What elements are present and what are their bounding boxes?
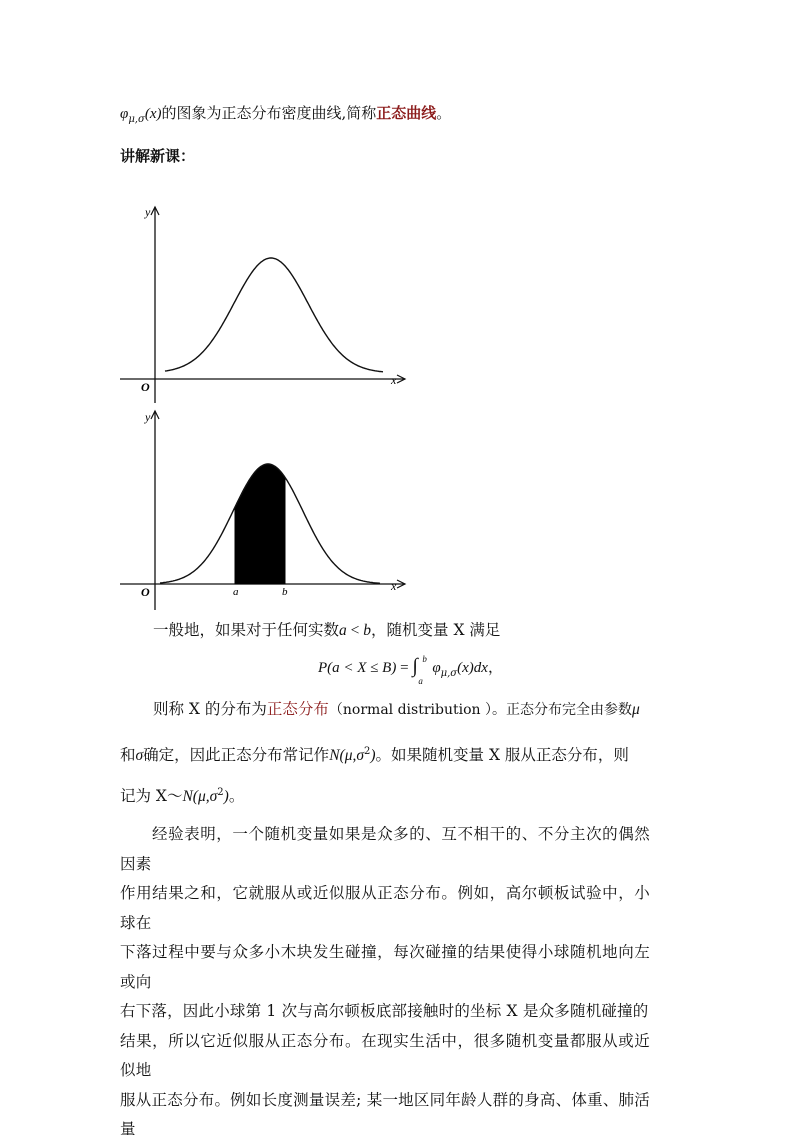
intro-line [120, 103, 451, 130]
normal-density-curve [165, 258, 383, 372]
p2-text-c: 确定，因此正态分布常记作 [143, 746, 330, 764]
p2-line1 [153, 699, 640, 720]
integral [412, 654, 432, 686]
p2-text-d: 。如果随机变量 X 服从正态分布，则 [375, 746, 629, 764]
p2-line3 [120, 783, 244, 807]
notation-close: ) [370, 747, 376, 764]
probability-formula [318, 656, 503, 684]
p3-line: 作用结果之和，它就服从或近似服从正态分布。例如，高尔顿板试验中，小球在 [120, 884, 650, 932]
x-axis-label: x [391, 579, 397, 593]
definition-text-2: ，随机变量 X 满足 [371, 621, 501, 639]
var-a: a [339, 622, 347, 639]
p2-text-a: 则称 X 的分布为 [153, 700, 267, 718]
shaded-probability-region [235, 464, 285, 584]
section-heading: 讲解新课： [120, 147, 196, 165]
formula-rest: (x)dx [457, 660, 488, 676]
normal-notation: N(μ,σ [329, 747, 364, 764]
definition-text-1: 一般地，如果对于任何实数 [153, 621, 340, 639]
p3-line: 右下落，因此小球第 1 次与高尔顿板底部接触时的坐标 X 是众多随机碰撞的 [120, 1002, 649, 1020]
definition-intro [153, 620, 500, 641]
phi-argument: (x) [144, 106, 162, 122]
p3-paragraph [120, 820, 650, 1145]
p2-text-e: 记为 X～ [120, 787, 183, 805]
bell-curve-figure [115, 195, 415, 410]
phi-subscript: μ,σ [128, 114, 145, 125]
var-b: b [363, 622, 372, 639]
origin-label: O [141, 380, 150, 394]
formula-equals: = [396, 660, 413, 676]
normal-notation-2: N(μ,σ [182, 788, 218, 805]
notation-square-2: 2 [217, 787, 224, 798]
notation-square: 2 [364, 746, 371, 757]
y-axis-label: y [145, 410, 151, 424]
formula-event: (a < X ≤ B) [327, 660, 397, 676]
p3-line: 结果，所以它近似服从正态分布。在现实生活中，很多随机变量都服从或近似地 [120, 1031, 650, 1079]
x-axis-label: x [391, 373, 397, 387]
integral-sign: ∫ [412, 655, 418, 677]
mu-symbol: μ [632, 701, 640, 718]
p2-text-f: 。 [228, 787, 245, 805]
intro-text: 的图象为正态分布密度曲线,简称 [161, 104, 377, 122]
p3-line: 经验表明，一个随机变量如果是众多的、互不相干的、不分主次的偶然因素 [120, 825, 650, 873]
p2-text-b: （normal distribution ）。正态分布完全由参数 [328, 702, 632, 718]
p3-line: 服从正态分布。例如长度测量误差; 某一地区同年龄人群的身高、体重、肺活量 [120, 1090, 650, 1138]
phi-symbol: φ [120, 106, 129, 122]
formula-phi-sub: μ,σ [440, 668, 458, 679]
intro-end: 。 [436, 104, 452, 122]
formula-phi: φ [432, 660, 441, 676]
sigma-symbol: σ [135, 747, 144, 764]
integral-upper: b [422, 654, 427, 664]
normal-curve-term: 正态曲线 [376, 104, 437, 122]
normal-distribution-term: 正态分布 [266, 700, 329, 718]
p2-line2 [120, 742, 629, 766]
y-axis-label: y [145, 205, 151, 219]
b-label: b [282, 586, 288, 598]
formula-comma: ， [487, 658, 503, 676]
p3-line: 下落过程中要与众多小木块发生碰撞，每次碰撞的结果使得小球随机地向左或向 [120, 943, 650, 991]
p2-and: 和 [120, 746, 136, 764]
origin-label: O [141, 585, 150, 599]
integral-lower: a [418, 676, 423, 686]
formula-P: P [318, 660, 328, 676]
a-label: a [233, 586, 239, 598]
shaded-area-figure [115, 405, 415, 615]
notation-close-2: ) [223, 788, 229, 805]
less-than: < [346, 622, 364, 639]
